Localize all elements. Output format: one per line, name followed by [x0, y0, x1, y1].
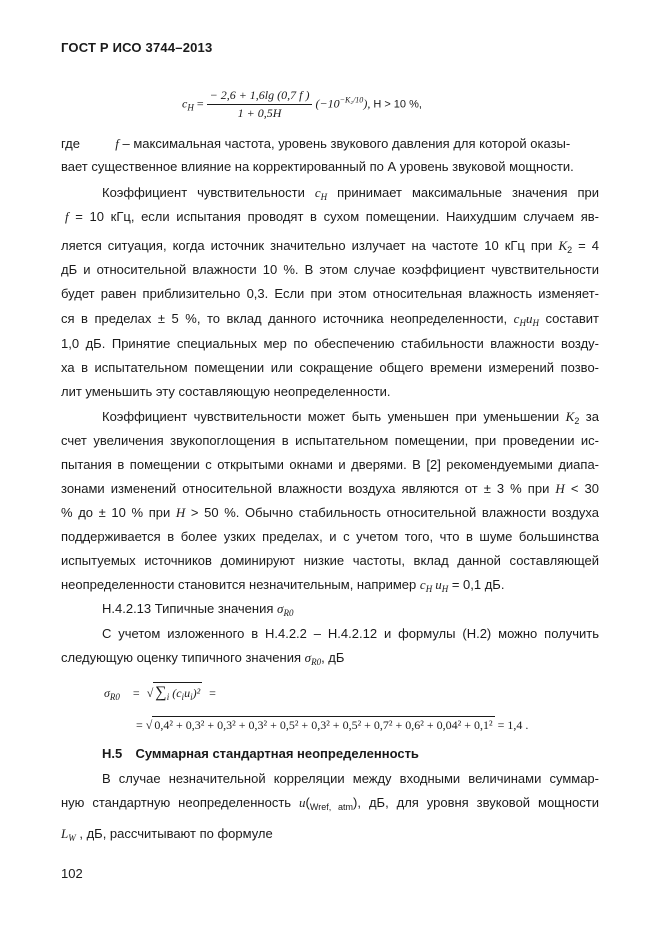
sigma-eq-end: = [209, 686, 216, 700]
p4-text: следующую оценку типичного значения [61, 650, 302, 665]
p3-line-4 [61, 481, 599, 497]
p3-var: c [419, 577, 426, 592]
p3-text: Коэффициент чувствительности может быть уменьшен при уменьшении [102, 409, 560, 424]
sigma-lhs: σ [104, 686, 110, 700]
p3-text: = 0,1 дБ. [451, 577, 505, 592]
formula-condition: H > 10 %, [373, 98, 422, 111]
p3-line-6: поддерживается в более узких пределах, и с учетом того, что в шуме большинства [61, 529, 599, 544]
formula-denominator: 1 + 0,5H [237, 106, 282, 120]
p5-text: ную стандартную неопределенность [61, 795, 292, 810]
formula-numerator: − 2,6 + 1,6lg (0,7 f ) [207, 88, 313, 105]
section-h5-number: Н.5 [102, 746, 123, 761]
p4-text: , дБ [321, 650, 345, 665]
section-h4213-heading [102, 601, 599, 621]
p2-line-3 [61, 238, 599, 258]
sigma-sum-sub: i [166, 692, 170, 702]
formula-sigma-line-2: = √ 0,4² + 0,3² + 0,3² + 0,3² + 0,5² + 0,3² + 0,5² + 0,7² + 0,6² + 0,04² + 0,1² = 1,4 . [136, 718, 529, 732]
p2-line-7: 1,0 дБ. Принятие специальных мер по обеспечению стабильности влажности возду- [61, 336, 599, 351]
p5-close: ) [353, 795, 358, 810]
p2-var-sub: H [532, 318, 539, 328]
where-var: f [115, 136, 119, 151]
p2-var: c [513, 311, 520, 326]
p2-var: c [314, 185, 321, 200]
p2-line-9: лит уменьшить эту составляющую неопределенности. [61, 384, 391, 399]
p2-line-2 [61, 209, 599, 225]
sigma-term: (c [172, 686, 182, 700]
p3-text: неопределенности становится незначительным, например [61, 577, 417, 592]
section-h4213-var-sub: R0 [283, 608, 294, 618]
p3-text: > 50 %. Обычно стабильность относительной влажности воздуха [190, 505, 599, 520]
p3-var-sub: 2 [574, 416, 580, 426]
sigma-term2: u [184, 686, 191, 700]
p4-var: σ [304, 650, 312, 665]
p3-var: K [565, 409, 575, 424]
section-h5-heading [102, 746, 599, 762]
formula-close: ) [363, 96, 368, 111]
p2-text: = 4 [578, 238, 599, 253]
p3-text: < 30 [570, 481, 599, 496]
p3-var-sub: H [441, 584, 449, 594]
p3-line-7: испытуемых источников доминируют низкие частоты, вклад данной составляющей [61, 553, 599, 568]
sigma-term-close: )² [192, 686, 201, 700]
p3-line-1 [102, 409, 599, 429]
where-line-2: вает существенное влияние на корректированный по А уровень звуковой мощности. [61, 159, 574, 174]
section-h5-title: Суммарная стандартная неопределенность [135, 746, 419, 761]
sigma-term2-sub: i [190, 692, 193, 702]
p2-var-sub: H [519, 318, 526, 328]
sigma-radical-1 [153, 682, 202, 702]
page-number: 102 [61, 866, 83, 881]
section-h4213-title: Н.4.2.13 Типичные значения [102, 601, 274, 616]
where-line [61, 136, 599, 152]
p5-line-3 [61, 826, 599, 846]
p5-text: , дБ, для уровня звуковой мощности [357, 795, 599, 810]
formula-lhs-sub: H [187, 102, 194, 113]
p2-line-6 [61, 311, 599, 331]
p3-line-5 [61, 505, 599, 521]
p3-text: % до [61, 505, 94, 520]
p4-line-2 [61, 650, 599, 670]
sigma-sum: ∑ [155, 684, 167, 701]
p2-line-8: ха в испытательном помещении или сокращение общего времени измерений позво- [61, 360, 599, 375]
p3-var: H [555, 481, 565, 496]
p5-var: L [61, 826, 69, 841]
p3-line-3: пытания в помещении с открытыми окнами и дверями. В [2] рекомендуемыми диапа- [61, 457, 599, 472]
p2-var: K [558, 238, 568, 253]
sigma-eq: = [132, 686, 140, 700]
sigma-eq2: = [136, 718, 143, 732]
formula-cH: $c_H$ = $\frac{- 2,6 + 1,6\lg (0,7 f )}{1 + 0,5H}$ $(-10^{-K_2/10})$, H > 10 %, [182, 88, 422, 120]
p2-text: Коэффициент чувствительности [102, 185, 305, 200]
p2-line-1 [102, 185, 599, 205]
sigma-result: = 1,4 . [497, 718, 529, 732]
where-text: – максимальная частота, уровень звукового давления для которой оказы- [122, 136, 571, 151]
p5-text: , дБ, рассчитывают по формуле [79, 826, 273, 841]
p2-text: принимает максимальные значения при [337, 185, 599, 200]
p2-text: ± 5 %, [157, 311, 201, 326]
p3-line-2: счет увеличения звукопоглощения в испытательном помещении, при проведении ис- [61, 433, 599, 448]
p4-line-1: С учетом изложенного в Н.4.2.2 – Н.4.2.12 и формулы (Н.2) можно получить [102, 626, 599, 641]
p3-text: за [585, 409, 599, 424]
p2-text: ляется ситуация, когда источник значительно излучает на частоте 10 кГц при [61, 238, 553, 253]
p3-text: ± 10 % при [98, 505, 171, 520]
where-label: где [61, 136, 80, 151]
p5-paren: ( [305, 795, 310, 810]
p3-var: H [175, 505, 186, 520]
p5-var-sub: Wref, atm [309, 802, 354, 812]
p5-line-2 [61, 795, 599, 815]
p3-line-8 [61, 577, 599, 597]
p2-line-5: будет равен приблизительно 0,3. Если при этом относительная влажность изменяет- [61, 286, 599, 301]
p2-var: u [525, 311, 533, 326]
p2-text: ся в пределах [61, 311, 152, 326]
formula-factor: (−10 [315, 96, 340, 111]
p2-var: f [65, 209, 69, 224]
p5-var: u [299, 795, 306, 810]
sigma-lhs-sub: R0 [109, 692, 120, 702]
p2-text: то вклад данного источника неопределенности, [206, 311, 508, 326]
formula-fraction [207, 88, 313, 121]
p3-var-sub: H [425, 584, 433, 594]
p4-var-sub: R0 [311, 657, 322, 667]
p2-var-sub: 2 [567, 245, 573, 255]
p3-text: зонами изменений относительной влажности воздуха являются от [61, 481, 478, 496]
p2-text: = 10 кГц, если испытания проводят в сухом помещении. Наихудшим случаем яв- [75, 209, 599, 224]
section-h4213-var: σ [277, 601, 284, 616]
p2-text: составит [545, 311, 599, 326]
sigma-term-sub: i [181, 692, 185, 702]
p2-var-sub: H [320, 192, 328, 202]
p5-line-1: В случае незначительной корреляции между входными величинами суммар- [102, 771, 599, 786]
p2-line-4: дБ и относительной влажности 10 %. В этом случае коэффициент чувствительности [61, 262, 599, 277]
formula-exponent: −K₂/10 [339, 95, 364, 105]
p5-var-sub: W [68, 833, 76, 843]
p3-text: ± 3 % при [483, 481, 550, 496]
formula-sigma-line-1: $\sigma_{R0}$ = √ $\sum_i$ $(c_iu_i)^2$ = [104, 684, 216, 702]
p3-var: u [435, 577, 442, 592]
formula-lhs: c [182, 96, 188, 111]
document-header: ГОСТ Р ИСО 3744–2013 [61, 40, 213, 55]
sigma-values: 0,4² + 0,3² + 0,3² + 0,3² + 0,5² + 0,3² + 0,5² + 0,7² + 0,6² + 0,04² + 0,1² [154, 718, 493, 732]
